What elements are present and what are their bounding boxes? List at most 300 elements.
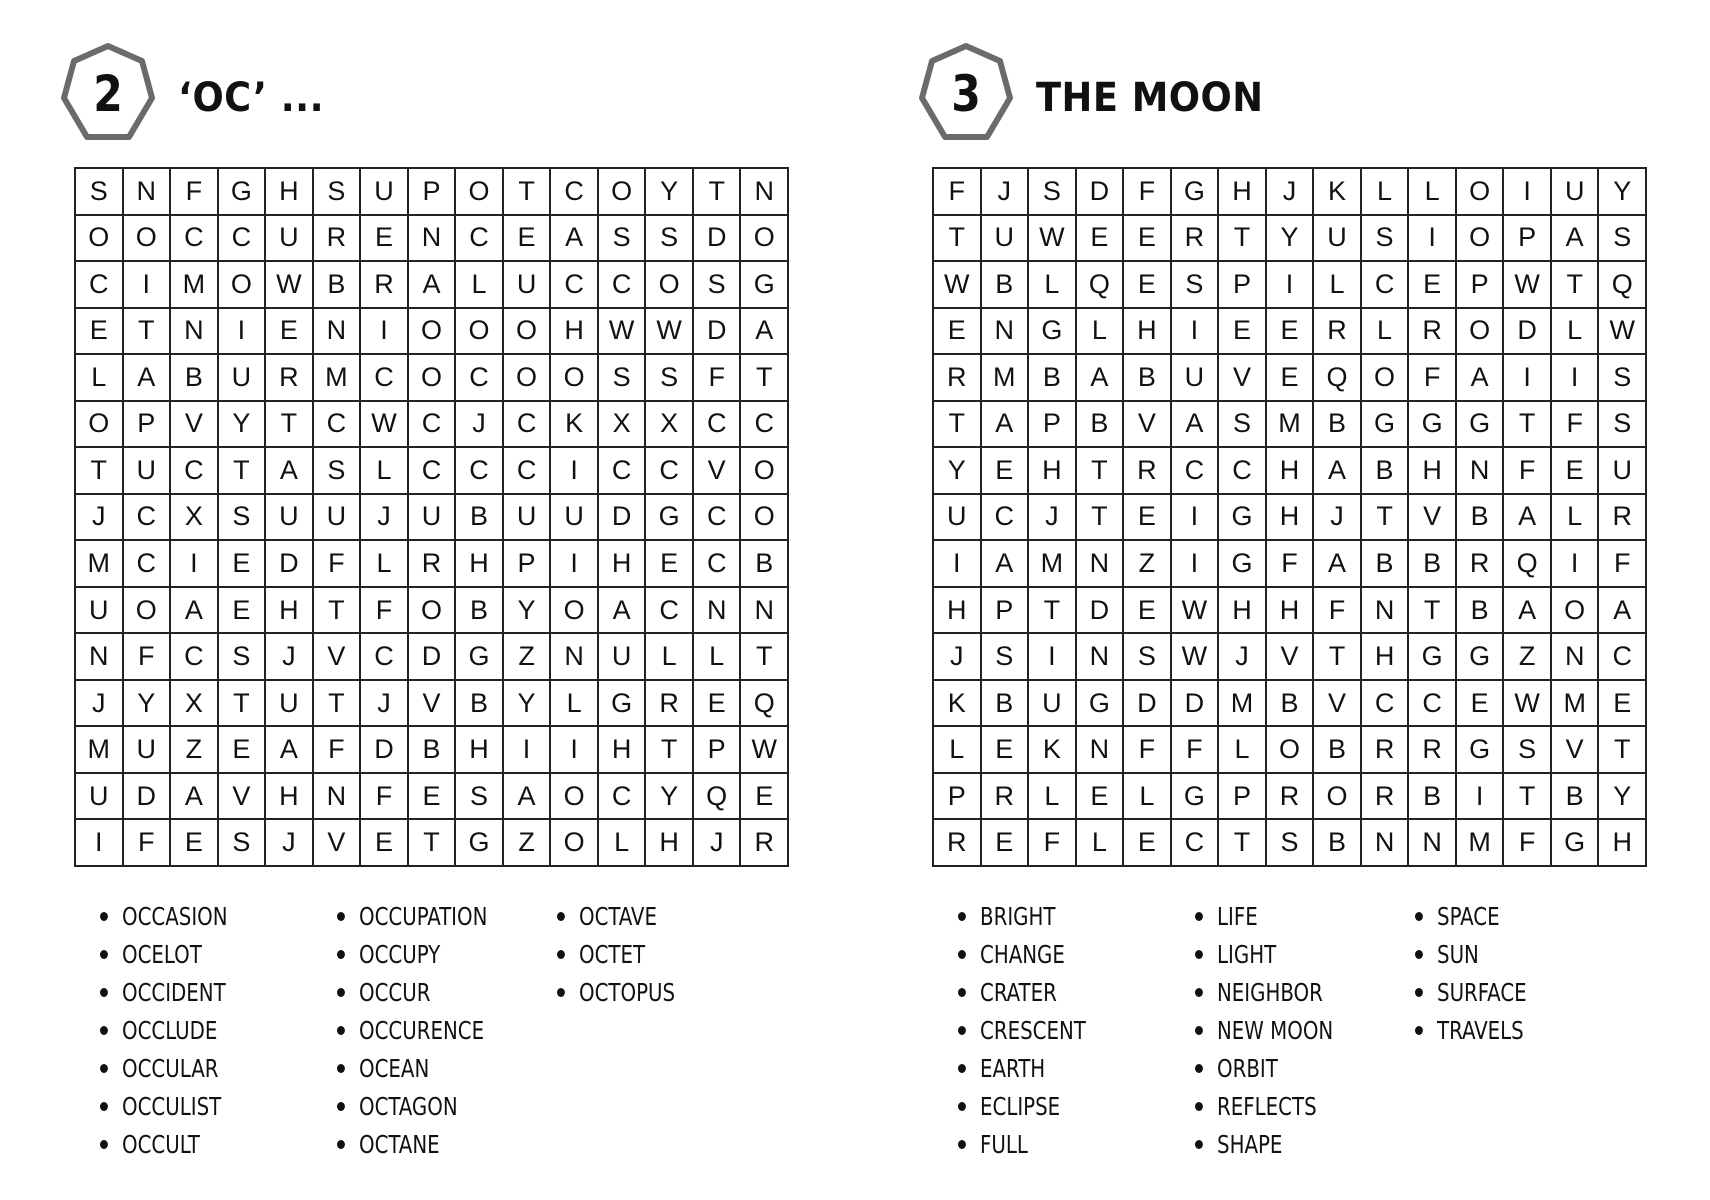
grid-cell[interactable]: S [646,355,694,402]
grid-cell[interactable]: C [456,216,504,263]
grid-cell[interactable]: O [551,820,599,867]
grid-cell[interactable]: U [1172,355,1220,402]
grid-cell[interactable]: G [1457,402,1505,449]
grid-cell[interactable]: E [1077,774,1125,821]
grid-cell[interactable]: B [456,588,504,635]
grid-cell[interactable]: D [361,727,409,774]
grid-cell[interactable]: B [1029,355,1077,402]
grid-cell[interactable]: T [1029,588,1077,635]
grid-cell[interactable]: W [361,402,409,449]
grid-cell[interactable]: W [599,309,647,356]
grid-cell[interactable]: C [1172,448,1220,495]
grid-cell[interactable]: P [1457,262,1505,309]
grid-cell[interactable]: T [76,448,124,495]
grid-cell[interactable]: U [124,727,172,774]
grid-cell[interactable]: D [266,541,314,588]
grid-cell[interactable]: M [1267,402,1315,449]
grid-cell[interactable]: C [76,262,124,309]
grid-cell[interactable]: M [1457,820,1505,867]
grid-cell[interactable]: G [646,495,694,542]
grid-cell[interactable]: A [551,216,599,263]
grid-cell[interactable]: X [171,495,219,542]
grid-cell[interactable]: R [1457,541,1505,588]
grid-cell[interactable]: M [76,541,124,588]
grid-cell[interactable]: U [314,495,362,542]
grid-cell[interactable]: H [1029,448,1077,495]
grid-cell[interactable]: H [1409,448,1457,495]
grid-cell[interactable]: P [1504,216,1552,263]
grid-cell[interactable]: S [1172,262,1220,309]
grid-cell[interactable]: O [219,262,267,309]
grid-cell[interactable]: U [934,495,982,542]
grid-cell[interactable]: I [1552,355,1600,402]
grid-cell[interactable]: Y [1599,169,1647,216]
grid-cell[interactable]: H [646,820,694,867]
grid-cell[interactable]: P [409,169,457,216]
grid-cell[interactable]: S [1124,634,1172,681]
grid-cell[interactable]: B [456,681,504,728]
grid-cell[interactable]: C [694,495,742,542]
grid-cell[interactable]: E [694,681,742,728]
grid-cell[interactable]: F [314,541,362,588]
grid-cell[interactable]: I [551,448,599,495]
grid-cell[interactable]: V [1124,402,1172,449]
grid-cell[interactable]: C [504,402,552,449]
grid-cell[interactable]: C [1362,262,1410,309]
grid-cell[interactable]: S [314,448,362,495]
grid-cell[interactable]: A [599,588,647,635]
grid-cell[interactable]: F [934,169,982,216]
grid-cell[interactable]: U [76,588,124,635]
grid-cell[interactable]: P [504,541,552,588]
grid-cell[interactable]: T [1409,588,1457,635]
grid-cell[interactable]: C [409,448,457,495]
grid-cell[interactable]: Q [694,774,742,821]
grid-cell[interactable]: Y [934,448,982,495]
grid-cell[interactable]: M [1552,681,1600,728]
grid-cell[interactable]: G [1219,541,1267,588]
grid-cell[interactable]: F [1504,448,1552,495]
grid-cell[interactable]: E [219,588,267,635]
grid-cell[interactable]: A [1504,588,1552,635]
grid-cell[interactable]: E [1077,216,1125,263]
grid-cell[interactable]: B [409,727,457,774]
grid-cell[interactable]: U [361,169,409,216]
grid-cell[interactable]: O [741,495,789,542]
grid-cell[interactable]: I [1172,495,1220,542]
grid-cell[interactable]: I [1267,262,1315,309]
grid-cell[interactable]: F [1504,820,1552,867]
grid-cell[interactable]: S [694,262,742,309]
grid-cell[interactable]: L [1077,309,1125,356]
grid-cell[interactable]: P [934,774,982,821]
grid-cell[interactable]: Z [1504,634,1552,681]
grid-cell[interactable]: K [934,681,982,728]
grid-cell[interactable]: U [982,216,1030,263]
grid-cell[interactable]: S [1599,355,1647,402]
grid-cell[interactable]: E [1267,309,1315,356]
grid-cell[interactable]: L [694,634,742,681]
grid-cell[interactable]: F [1409,355,1457,402]
grid-cell[interactable]: B [1267,681,1315,728]
grid-cell[interactable]: E [646,541,694,588]
grid-cell[interactable]: L [361,448,409,495]
grid-cell[interactable]: O [551,355,599,402]
grid-cell[interactable]: L [1409,169,1457,216]
grid-cell[interactable]: E [504,216,552,263]
grid-cell[interactable]: Z [171,727,219,774]
grid-cell[interactable]: L [1552,495,1600,542]
grid-cell[interactable]: M [171,262,219,309]
grid-cell[interactable]: F [1029,820,1077,867]
grid-cell[interactable]: G [1029,309,1077,356]
grid-cell[interactable]: P [982,588,1030,635]
grid-cell[interactable]: S [219,820,267,867]
grid-cell[interactable]: H [456,541,504,588]
grid-cell[interactable]: K [551,402,599,449]
grid-cell[interactable]: S [599,216,647,263]
grid-cell[interactable]: T [646,727,694,774]
grid-cell[interactable]: D [694,309,742,356]
grid-cell[interactable]: S [76,169,124,216]
grid-cell[interactable]: H [1219,588,1267,635]
grid-cell[interactable]: C [646,588,694,635]
grid-cell[interactable]: I [934,541,982,588]
grid-cell[interactable]: U [266,681,314,728]
grid-cell[interactable]: L [1362,309,1410,356]
grid-cell[interactable]: I [551,541,599,588]
grid-cell[interactable]: O [504,355,552,402]
grid-cell[interactable]: E [1599,681,1647,728]
grid-cell[interactable]: B [1314,727,1362,774]
grid-cell[interactable]: J [266,634,314,681]
grid-cell[interactable]: Y [124,681,172,728]
grid-cell[interactable]: P [1029,402,1077,449]
grid-cell[interactable]: G [1409,402,1457,449]
grid-cell[interactable]: S [1362,216,1410,263]
grid-cell[interactable]: B [1409,774,1457,821]
grid-cell[interactable]: O [741,216,789,263]
grid-cell[interactable]: O [1552,588,1600,635]
grid-cell[interactable]: I [1409,216,1457,263]
grid-cell[interactable]: N [1077,541,1125,588]
grid-cell[interactable]: L [361,541,409,588]
grid-cell[interactable]: J [982,169,1030,216]
grid-cell[interactable]: U [219,355,267,402]
grid-cell[interactable]: F [1124,169,1172,216]
grid-cell[interactable]: R [741,820,789,867]
grid-cell[interactable]: J [361,495,409,542]
grid-cell[interactable]: N [409,216,457,263]
grid-cell[interactable]: Q [1077,262,1125,309]
grid-cell[interactable]: O [456,169,504,216]
grid-cell[interactable]: T [1504,774,1552,821]
grid-cell[interactable]: A [1457,355,1505,402]
grid-cell[interactable]: J [1267,169,1315,216]
grid-cell[interactable]: R [1362,727,1410,774]
grid-cell[interactable]: Q [1314,355,1362,402]
grid-cell[interactable]: T [741,355,789,402]
grid-cell[interactable]: B [1362,448,1410,495]
grid-cell[interactable]: E [219,727,267,774]
grid-cell[interactable]: S [219,495,267,542]
grid-cell[interactable]: O [741,448,789,495]
grid-cell[interactable]: U [551,495,599,542]
grid-cell[interactable]: R [1124,448,1172,495]
grid-cell[interactable]: T [1219,820,1267,867]
grid-cell[interactable]: P [1219,774,1267,821]
grid-cell[interactable]: T [314,588,362,635]
grid-cell[interactable]: O [456,309,504,356]
grid-cell[interactable]: N [1552,634,1600,681]
grid-cell[interactable]: N [171,309,219,356]
grid-cell[interactable]: C [456,355,504,402]
grid-cell[interactable]: N [694,588,742,635]
grid-cell[interactable]: C [599,262,647,309]
grid-cell[interactable]: O [504,309,552,356]
grid-cell[interactable]: G [1457,727,1505,774]
grid-cell[interactable]: C [551,169,599,216]
grid-cell[interactable]: H [266,588,314,635]
grid-cell[interactable]: P [1219,262,1267,309]
grid-cell[interactable]: G [456,634,504,681]
grid-cell[interactable]: D [1172,681,1220,728]
grid-cell[interactable]: H [1362,634,1410,681]
grid-cell[interactable]: I [1552,541,1600,588]
grid-cell[interactable]: N [1077,727,1125,774]
grid-cell[interactable]: E [219,541,267,588]
grid-cell[interactable]: J [934,634,982,681]
grid-cell[interactable]: C [1599,634,1647,681]
grid-cell[interactable]: C [361,634,409,681]
grid-cell[interactable]: L [599,820,647,867]
grid-cell[interactable]: F [124,634,172,681]
grid-cell[interactable]: S [314,169,362,216]
grid-cell[interactable]: L [1124,774,1172,821]
grid-cell[interactable]: T [266,402,314,449]
grid-cell[interactable]: R [1599,495,1647,542]
grid-cell[interactable]: U [599,634,647,681]
grid-cell[interactable]: B [1457,495,1505,542]
grid-cell[interactable]: S [646,216,694,263]
grid-cell[interactable]: Q [1504,541,1552,588]
grid-cell[interactable]: F [361,774,409,821]
grid-cell[interactable]: O [1362,355,1410,402]
grid-cell[interactable]: D [599,495,647,542]
grid-cell[interactable]: C [124,541,172,588]
grid-cell[interactable]: W [1504,262,1552,309]
grid-cell[interactable]: X [646,402,694,449]
grid-cell[interactable]: L [551,681,599,728]
grid-cell[interactable]: E [1552,448,1600,495]
grid-cell[interactable]: J [1314,495,1362,542]
grid-cell[interactable]: U [409,495,457,542]
grid-cell[interactable]: N [1362,588,1410,635]
grid-cell[interactable]: A [171,774,219,821]
grid-cell[interactable]: A [982,402,1030,449]
grid-cell[interactable]: W [741,727,789,774]
grid-cell[interactable]: A [409,262,457,309]
grid-cell[interactable]: O [551,588,599,635]
grid-cell[interactable]: C [361,355,409,402]
grid-cell[interactable]: U [504,495,552,542]
grid-cell[interactable]: O [124,216,172,263]
grid-cell[interactable]: C [741,402,789,449]
grid-cell[interactable]: O [1457,216,1505,263]
grid-cell[interactable]: R [982,774,1030,821]
grid-cell[interactable]: N [982,309,1030,356]
grid-cell[interactable]: E [1457,681,1505,728]
grid-cell[interactable]: T [1552,262,1600,309]
grid-cell[interactable]: F [361,588,409,635]
grid-cell[interactable]: A [171,588,219,635]
grid-cell[interactable]: M [982,355,1030,402]
grid-cell[interactable]: B [1314,402,1362,449]
grid-cell[interactable]: I [124,262,172,309]
grid-cell[interactable]: R [1172,216,1220,263]
grid-cell[interactable]: T [219,681,267,728]
grid-cell[interactable]: T [219,448,267,495]
grid-cell[interactable]: N [1077,634,1125,681]
grid-cell[interactable]: R [1267,774,1315,821]
grid-cell[interactable]: T [934,402,982,449]
grid-cell[interactable]: R [266,355,314,402]
grid-cell[interactable]: E [982,820,1030,867]
grid-cell[interactable]: O [1457,169,1505,216]
grid-cell[interactable]: Y [504,681,552,728]
grid-cell[interactable]: E [982,727,1030,774]
grid-cell[interactable]: E [1124,262,1172,309]
grid-cell[interactable]: W [1172,634,1220,681]
grid-cell[interactable]: T [741,634,789,681]
grid-cell[interactable]: W [934,262,982,309]
grid-cell[interactable]: J [694,820,742,867]
grid-cell[interactable]: W [1172,588,1220,635]
grid-cell[interactable]: V [1219,355,1267,402]
grid-cell[interactable]: B [982,681,1030,728]
grid-cell[interactable]: H [1599,820,1647,867]
grid-cell[interactable]: S [599,355,647,402]
grid-cell[interactable]: H [1267,588,1315,635]
grid-cell[interactable]: L [1029,262,1077,309]
grid-cell[interactable]: V [314,820,362,867]
grid-cell[interactable]: J [1029,495,1077,542]
grid-cell[interactable]: W [646,309,694,356]
grid-cell[interactable]: D [1504,309,1552,356]
grid-cell[interactable]: L [1077,820,1125,867]
grid-cell[interactable]: I [171,541,219,588]
grid-cell[interactable]: M [314,355,362,402]
grid-cell[interactable]: H [266,774,314,821]
grid-cell[interactable]: H [934,588,982,635]
grid-cell[interactable]: A [1599,588,1647,635]
grid-cell[interactable]: E [741,774,789,821]
grid-cell[interactable]: S [456,774,504,821]
grid-cell[interactable]: U [1599,448,1647,495]
grid-cell[interactable]: V [219,774,267,821]
grid-cell[interactable]: A [1552,216,1600,263]
grid-cell[interactable]: C [551,262,599,309]
grid-cell[interactable]: G [1457,634,1505,681]
grid-cell[interactable]: A [266,448,314,495]
grid-cell[interactable]: O [1314,774,1362,821]
grid-cell[interactable]: N [76,634,124,681]
grid-cell[interactable]: Z [504,820,552,867]
grid-cell[interactable]: W [266,262,314,309]
grid-cell[interactable]: H [1267,495,1315,542]
grid-cell[interactable]: E [1124,588,1172,635]
grid-cell[interactable]: G [741,262,789,309]
grid-cell[interactable]: U [1029,681,1077,728]
grid-cell[interactable]: I [219,309,267,356]
grid-cell[interactable]: C [646,448,694,495]
grid-cell[interactable]: C [124,495,172,542]
grid-cell[interactable]: W [1029,216,1077,263]
grid-cell[interactable]: V [694,448,742,495]
grid-cell[interactable]: S [1599,402,1647,449]
grid-cell[interactable]: Z [1124,541,1172,588]
grid-cell[interactable]: D [409,634,457,681]
grid-cell[interactable]: O [409,588,457,635]
grid-cell[interactable]: E [1267,355,1315,402]
grid-cell[interactable]: L [646,634,694,681]
grid-cell[interactable]: F [124,820,172,867]
grid-cell[interactable]: B [171,355,219,402]
grid-cell[interactable]: E [1124,820,1172,867]
grid-cell[interactable]: E [409,774,457,821]
grid-cell[interactable]: R [314,216,362,263]
grid-cell[interactable]: S [1267,820,1315,867]
grid-cell[interactable]: G [1077,681,1125,728]
grid-cell[interactable]: I [1504,169,1552,216]
grid-cell[interactable]: G [1409,634,1457,681]
grid-cell[interactable]: G [1172,774,1220,821]
grid-cell[interactable]: O [409,355,457,402]
grid-cell[interactable]: T [504,169,552,216]
grid-cell[interactable]: O [76,402,124,449]
grid-cell[interactable]: C [1219,448,1267,495]
grid-cell[interactable]: E [1219,309,1267,356]
grid-cell[interactable]: S [1219,402,1267,449]
grid-cell[interactable]: G [456,820,504,867]
grid-cell[interactable]: J [266,820,314,867]
grid-cell[interactable]: K [1314,169,1362,216]
grid-cell[interactable]: N [741,169,789,216]
grid-cell[interactable]: Q [741,681,789,728]
grid-cell[interactable]: B [1552,774,1600,821]
grid-cell[interactable]: N [1409,820,1457,867]
grid-cell[interactable]: C [504,448,552,495]
grid-cell[interactable]: E [361,820,409,867]
grid-cell[interactable]: E [1124,216,1172,263]
grid-cell[interactable]: B [1409,541,1457,588]
grid-cell[interactable]: B [456,495,504,542]
grid-cell[interactable]: H [266,169,314,216]
grid-cell[interactable]: O [1267,727,1315,774]
grid-cell[interactable]: D [1077,588,1125,635]
grid-cell[interactable]: G [1219,495,1267,542]
grid-cell[interactable]: C [456,448,504,495]
grid-cell[interactable]: H [456,727,504,774]
grid-cell[interactable]: C [982,495,1030,542]
grid-cell[interactable]: F [1124,727,1172,774]
grid-cell[interactable]: D [1124,681,1172,728]
grid-cell[interactable]: B [741,541,789,588]
grid-cell[interactable]: U [124,448,172,495]
grid-cell[interactable]: O [409,309,457,356]
grid-cell[interactable]: E [361,216,409,263]
grid-cell[interactable]: Y [1267,216,1315,263]
